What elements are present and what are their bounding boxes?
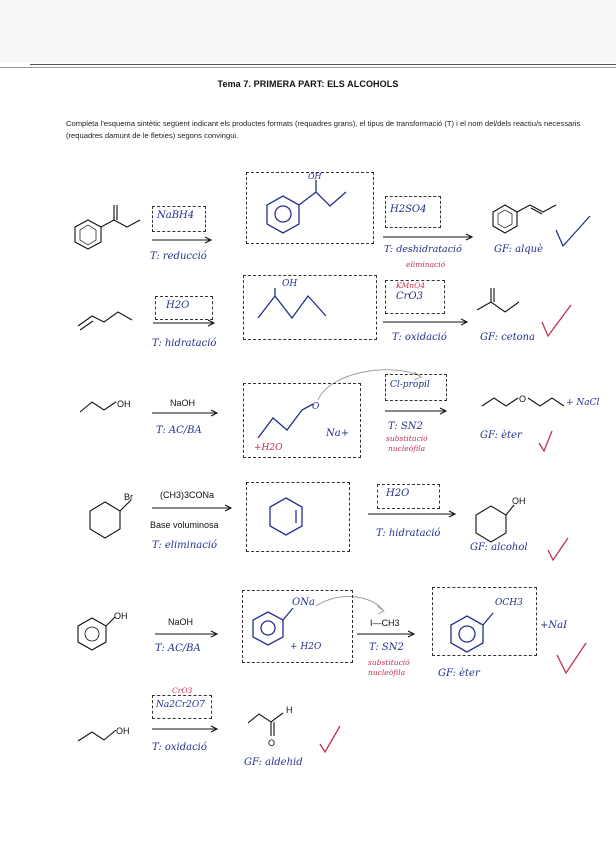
ketone-chain [101,220,140,227]
start-3-oh: OH [117,399,131,409]
reagent-6-note: CrO3 [172,686,193,695]
gf-5: GF: èter [438,668,480,679]
reagent-2b-line2: CrO3 [396,291,423,302]
product-box-1[interactable] [246,172,374,244]
transform-5b: T: SN2 [369,642,404,653]
final-6-o: O [268,738,276,748]
transform-5a: T: AC/BA [155,643,201,654]
final-3-o: O [519,394,527,404]
transform-3b: T: SN2 [388,421,423,432]
reagent-3a: NaOH [170,398,196,408]
product-box-4[interactable] [246,482,350,552]
transform-4a: T: eliminació [152,540,218,551]
product-3-extra: +H2O [254,443,283,453]
final-5-extra: +NaI [540,620,568,631]
transform-1a: T: reducció [150,251,207,262]
product-5-ona: ONa [292,597,315,608]
transform-1b-note: eliminació [406,260,446,269]
gf-6: GF: aldehid [244,757,303,768]
final-3-extra: + NaCl [566,398,600,408]
transform-2b: T: oxidació [392,332,447,343]
final-6-h: H [286,705,293,715]
transform-2a: T: hidratació [152,338,217,349]
transform-5b-note2: nucleòfila [368,668,406,677]
reagent-3b: Cl-propil [390,380,430,390]
transform-3b-note2: nucleòfila [388,444,426,453]
reagent-4b: H2O [386,488,410,499]
reagent-1b: H2SO4 [390,204,427,215]
product-box-2[interactable] [243,275,377,340]
final-4-oh: OH [512,496,526,506]
reagent-2a: H2O [166,300,190,311]
transform-6: T: oxidació [152,742,207,753]
reagent-2b-line1: KMnO4 [396,281,426,290]
reagent-5b: I—CH3 [370,618,400,628]
instructions-text: Completa l'esquema sintètic següent indicant els productes formats (requadres grans), el tipus de transformació (T) i el nom del/dels reactiu/s necessaris (requadres damunt de le fletxes) segons convingui. [66,119,581,140]
reagent-1a: NaBH4 [157,210,195,221]
product-1-oh: OH [308,172,322,181]
transform-3a: T: AC/BA [156,425,202,436]
transform-3b-note1: substitució [386,434,428,443]
pentene-chain [78,312,132,326]
transform-4b: T: hidratació [376,528,441,539]
start-4-br: Br [124,492,133,502]
start-6-oh: OH [116,726,130,736]
transform-5b-note1: substitució [368,658,410,667]
product-3-na: Na+ [326,428,350,439]
gf-3: GF: èter [480,430,522,441]
start-5-oh: OH [114,611,128,621]
reagent-4a: (CH3)3CONa [160,490,215,500]
product-2-oh: OH [282,279,298,289]
transform-1b: T: deshidratació [384,244,462,255]
reagent-5a: NaOH [168,617,194,627]
product-5-extra: + H2O [290,642,322,652]
gf-1: GF: alquè [494,244,544,255]
gf-2: GF: cetona [480,332,536,343]
gf-4: GF: alcohol [470,542,528,553]
reagent-4a-note: Base voluminosa [150,520,219,530]
reagent-6: Na2Cr2O7 [156,700,205,710]
page-title: Tema 7. PRIMERA PART: ELS ALCOHOLS [217,79,399,89]
final-5-och3: OCH3 [495,598,523,608]
product-3-o: O [312,402,320,412]
